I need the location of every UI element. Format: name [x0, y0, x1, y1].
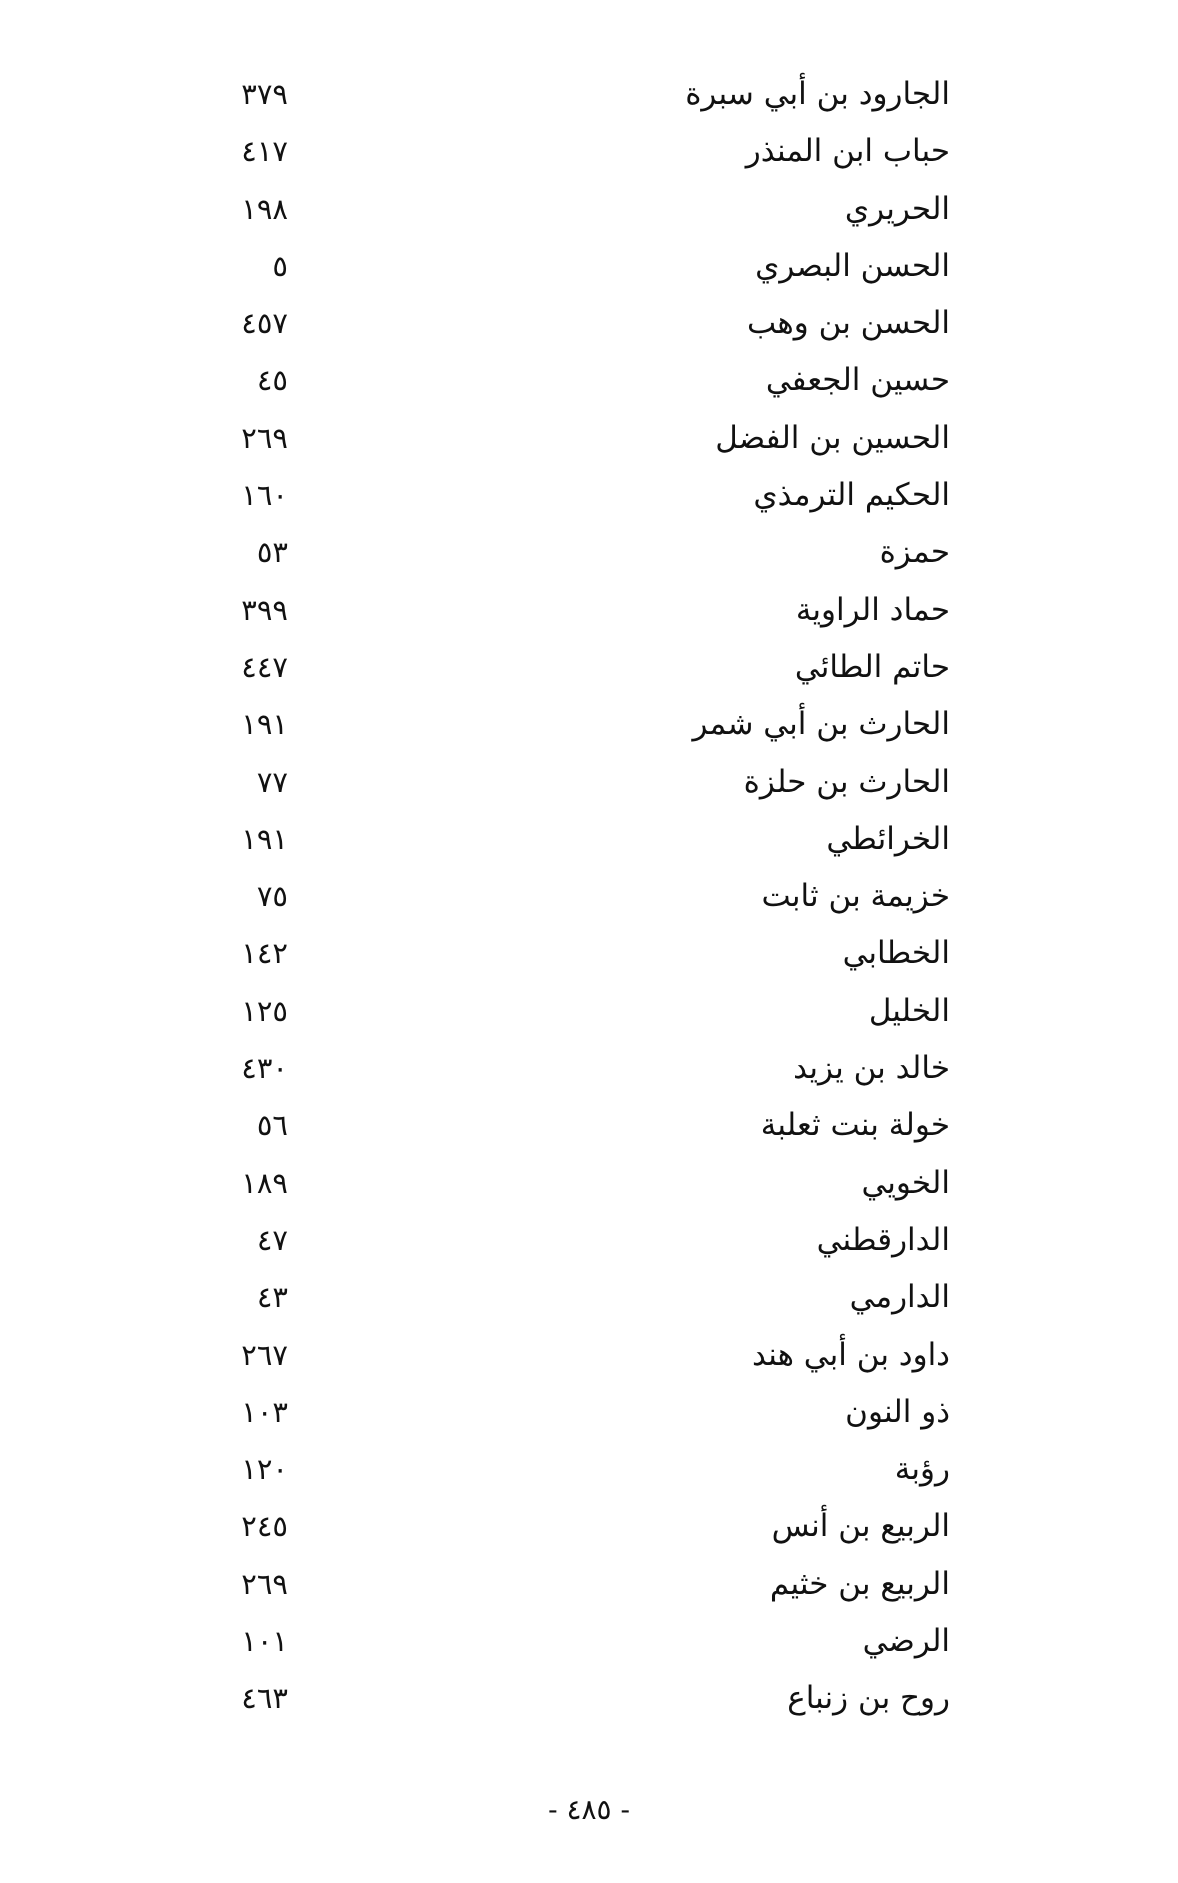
- entry-page-number: ٤٥: [256, 363, 288, 398]
- index-entry: [0, 473, 1178, 530]
- entry-page-number: ٤١٧: [241, 134, 288, 169]
- entry-name: رؤبة: [894, 1451, 950, 1488]
- entry-name: الربيع بن أنس: [771, 1508, 950, 1545]
- entry-page-number: ٥٣: [256, 535, 288, 570]
- entry-name: الربيع بن خثيم: [769, 1565, 950, 1602]
- index-entry: [0, 931, 1178, 988]
- index-entry: [0, 588, 1178, 645]
- entry-page-number: ٧٥: [256, 879, 288, 914]
- entry-page-number: ٣٩٩: [241, 592, 288, 627]
- entry-name: الحارث بن أبي شمر: [692, 706, 950, 743]
- entry-page-number: ١٠٣: [241, 1394, 288, 1429]
- index-entry: [0, 1447, 1178, 1504]
- entry-page-number: ٢٦٩: [241, 420, 288, 455]
- entry-name: الحارث بن حلزة: [743, 763, 950, 800]
- entry-name: الرضي: [862, 1623, 950, 1660]
- entry-name: الحكيم الترمذي: [753, 477, 950, 514]
- index-entry: [0, 989, 1178, 1046]
- entry-page-number: ١٩١: [241, 707, 288, 742]
- entry-name: داود بن أبي هند: [751, 1336, 950, 1373]
- index-entry: [0, 244, 1178, 301]
- index-entry: [0, 301, 1178, 358]
- entry-name: حباب ابن المنذر: [745, 133, 950, 170]
- entry-page-number: ٢٦٩: [241, 1566, 288, 1601]
- entry-name: الدارمي: [849, 1279, 950, 1316]
- entry-page-number: ١٤٢: [241, 936, 288, 971]
- index-entry: [0, 760, 1178, 817]
- entry-page-number: ٥٦: [256, 1108, 288, 1143]
- entry-page-number: ١٦٠: [241, 478, 288, 513]
- entry-name: الدارقطني: [816, 1221, 950, 1258]
- entry-name: الحريري: [844, 190, 950, 227]
- index-entry: [0, 1390, 1178, 1447]
- entry-page-number: ١٢٥: [241, 993, 288, 1028]
- entry-page-number: ١٩٨: [241, 191, 288, 226]
- entry-page-number: ٢٦٧: [241, 1337, 288, 1372]
- index-entry: [0, 874, 1178, 931]
- entry-name: حسين الجعفي: [765, 362, 950, 399]
- entry-page-number: ٤٣٠: [241, 1051, 288, 1086]
- entry-page-number: ٢٤٥: [241, 1509, 288, 1544]
- entry-page-number: ٤٥٧: [241, 306, 288, 341]
- entry-name: خالد بن يزيد: [793, 1050, 950, 1087]
- index-entry: [0, 187, 1178, 244]
- entry-page-number: ١٢٠: [241, 1452, 288, 1487]
- entry-name: الحسن بن وهب: [746, 305, 950, 342]
- index-entry: [0, 1619, 1178, 1676]
- entry-name: الخطابي: [842, 935, 950, 972]
- index-entry: [0, 817, 1178, 874]
- entry-page-number: ٤٣: [256, 1280, 288, 1315]
- entry-page-number: ٤٧: [256, 1222, 288, 1257]
- name-index-list: [0, 72, 1178, 1734]
- index-entry: [0, 1333, 1178, 1390]
- entry-name: ذو النون: [845, 1393, 950, 1430]
- index-entry: [0, 702, 1178, 759]
- index-entry: [0, 416, 1178, 473]
- index-entry: [0, 1161, 1178, 1218]
- page-number: [0, 1790, 1178, 1830]
- entry-name: الخرائطي: [826, 820, 950, 857]
- entry-name: الجارود بن أبي سبرة: [685, 76, 950, 112]
- entry-name: الخويي: [861, 1164, 950, 1201]
- index-entry: [0, 1504, 1178, 1561]
- entry-page-number: ٣٧٩: [241, 77, 288, 111]
- index-entry: [0, 1562, 1178, 1619]
- index-entry: [0, 1103, 1178, 1160]
- index-entry: [0, 358, 1178, 415]
- entry-name: حمزة: [879, 534, 950, 571]
- index-entry: [0, 530, 1178, 587]
- entry-page-number: ١٠١: [241, 1624, 288, 1659]
- entry-name: حاتم الطائي: [794, 648, 950, 685]
- index-entry: [0, 645, 1178, 702]
- entry-name: الحسين بن الفضل: [715, 419, 950, 456]
- entry-name: الخليل: [868, 992, 950, 1029]
- index-entry: [0, 1046, 1178, 1103]
- entry-page-number: ٧٧: [256, 764, 288, 799]
- page-number-text: - ٤٨٥ -: [548, 1793, 630, 1826]
- index-entry: [0, 1275, 1178, 1332]
- entry-page-number: ٤٤٧: [241, 649, 288, 684]
- entry-page-number: ١٨٩: [241, 1165, 288, 1200]
- entry-name: الحسن البصري: [755, 247, 950, 284]
- entry-name: حماد الراوية: [795, 591, 950, 628]
- entry-page-number: ٤٦٣: [241, 1681, 288, 1716]
- index-entry: [0, 1676, 1178, 1733]
- entry-name: خولة بنت ثعلبة: [760, 1107, 950, 1144]
- index-entry: [0, 72, 1178, 129]
- entry-page-number: ٥: [272, 248, 288, 283]
- entry-page-number: ١٩١: [241, 821, 288, 856]
- index-entry: [0, 129, 1178, 186]
- entry-name: خزيمة بن ثابت: [761, 878, 950, 915]
- index-entry: [0, 1218, 1178, 1275]
- entry-name: روح بن زنباع: [787, 1680, 950, 1717]
